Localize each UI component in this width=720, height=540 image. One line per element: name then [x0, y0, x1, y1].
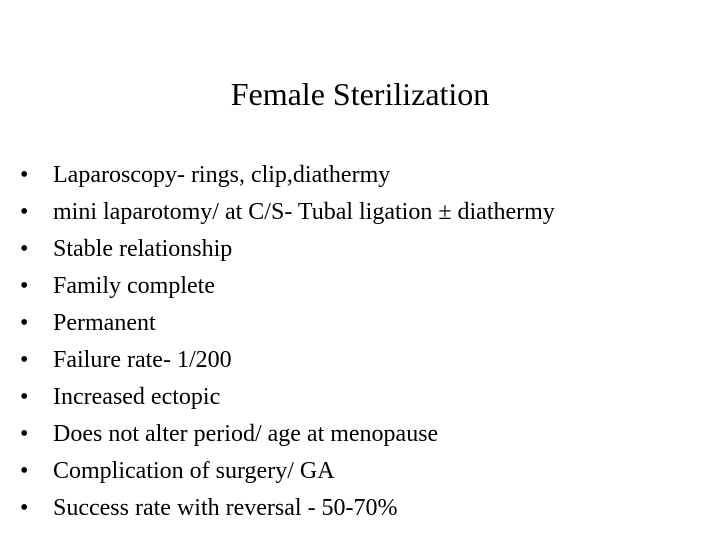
bullet-text: Failure rate- 1/200 [53, 347, 232, 373]
bullet-icon: • [20, 347, 29, 373]
bullet-icon: • [20, 310, 29, 336]
bullet-icon: • [20, 384, 29, 410]
bullet-icon: • [20, 421, 29, 447]
bullet-icon: • [20, 495, 29, 521]
bullet-icon: • [20, 162, 29, 188]
bullet-icon: • [20, 273, 29, 299]
bullet-text: Increased ectopic [53, 384, 221, 410]
bullet-icon: • [20, 199, 29, 225]
bullet-text: mini laparotomy/ at C/S- Tubal ligation ± diathermy [53, 199, 555, 225]
bullet-icon: • [20, 236, 29, 262]
bullet-text: Laparoscopy- rings, clip,diathermy [53, 162, 391, 188]
bullet-text: Family complete [53, 273, 215, 299]
bullet-icon: • [20, 458, 29, 484]
bullet-text: Stable relationship [53, 236, 233, 262]
bullet-text: Success rate with reversal - 50-70% [53, 495, 398, 521]
bullet-text: Permanent [53, 310, 156, 336]
bullet-text: Complication of surgery/ GA [53, 458, 335, 484]
bullet-text: Does not alter period/ age at menopause [53, 421, 439, 447]
slide-title: Female Sterilization [230, 76, 490, 112]
